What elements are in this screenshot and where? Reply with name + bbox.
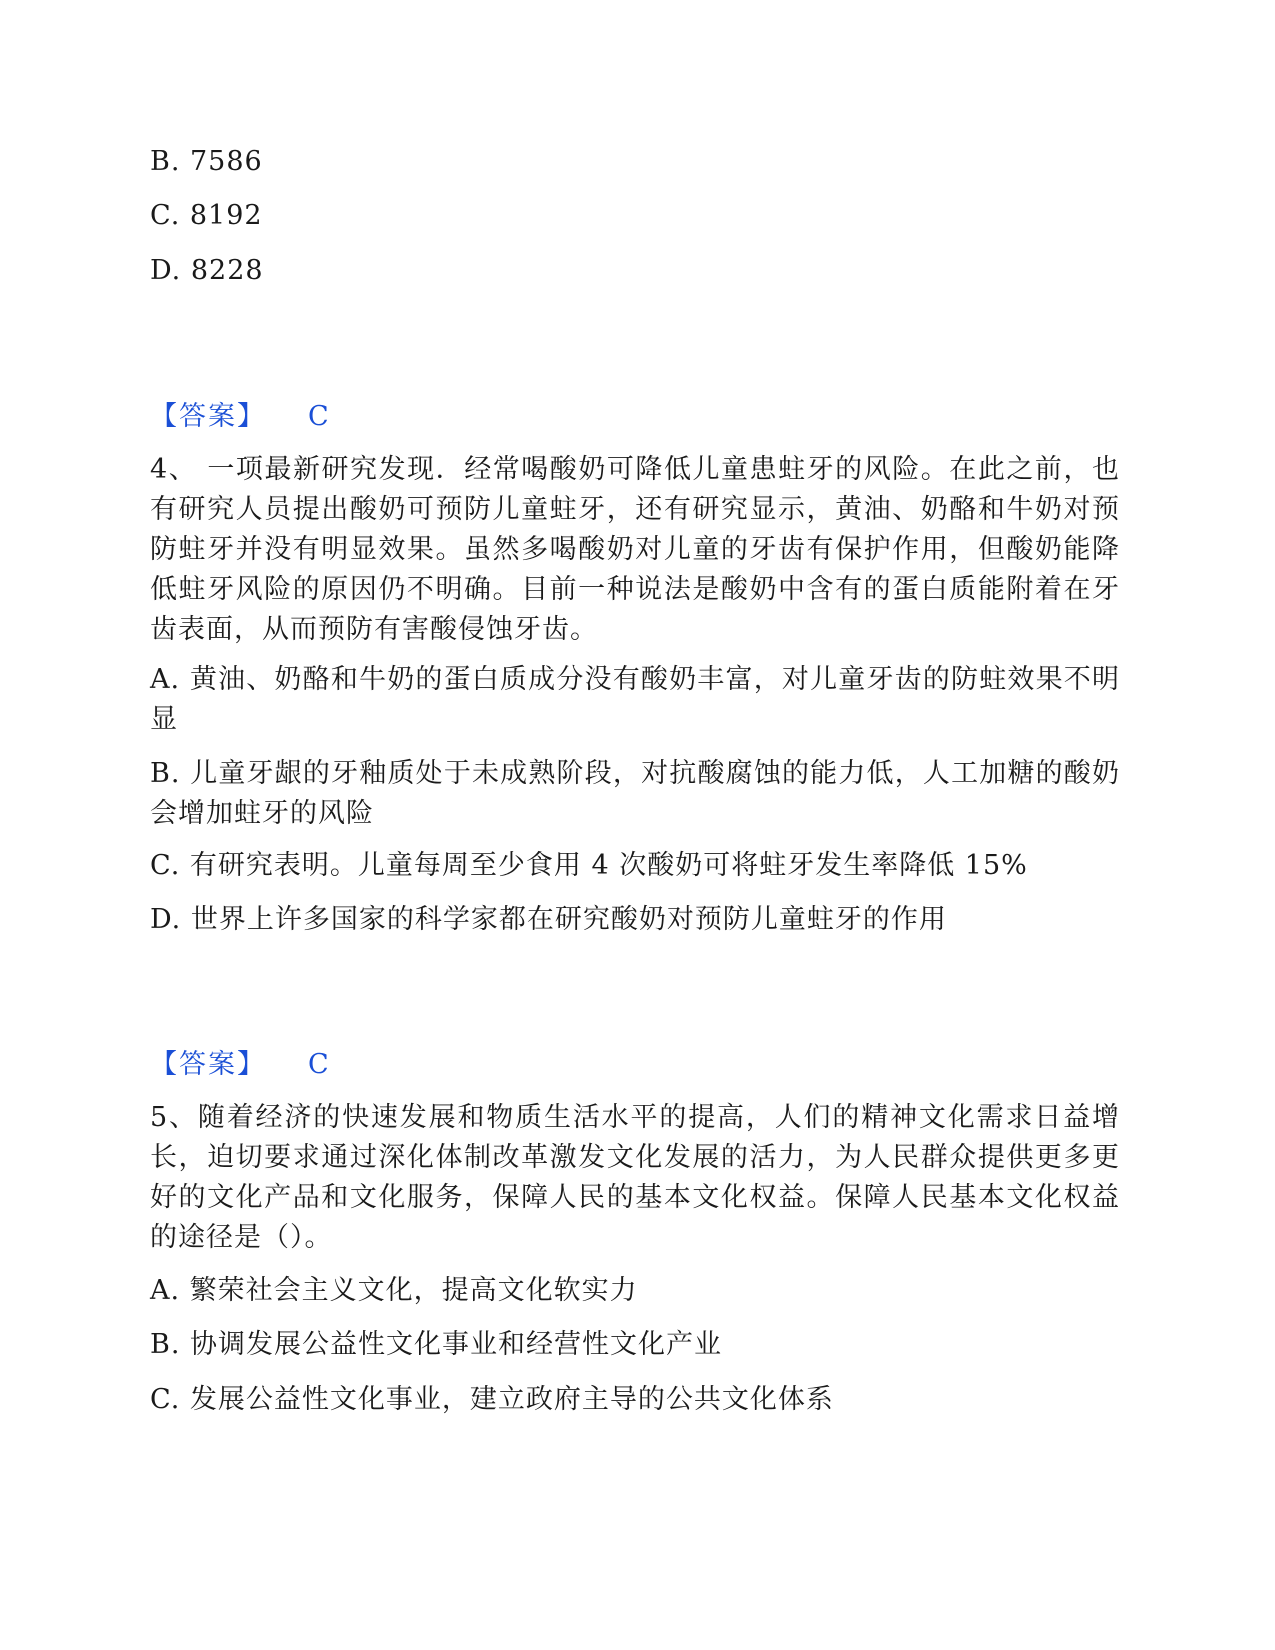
q5-option-a: A. 繁荣社会主义文化，提高文化软实力 (150, 1275, 638, 1306)
answer-value: C (308, 1049, 330, 1080)
q4-answer (150, 1045, 330, 1085)
answer-label: 【答案】 (150, 1049, 266, 1080)
q4-option-c: C. 有研究表明。儿童每周至少食用 4 次酸奶可将蛀牙发生率降低 15% (150, 850, 1028, 881)
q3-option-d: D. 8228 (150, 255, 264, 286)
q5-option-b: B. 协调发展公益性文化事业和经营性文化产业 (150, 1329, 723, 1360)
q3-option-c: C. 8192 (150, 200, 263, 231)
answer-value: C (308, 401, 330, 432)
q5-option-c: C. 发展公益性文化事业，建立政府主导的公共文化体系 (150, 1384, 834, 1415)
q4-option-a: A. 黄油、奶酪和牛奶的蛋白质成分没有酸奶丰富，对儿童牙齿的防蛀效果不明显 (150, 664, 1120, 735)
answer-label: 【答案】 (150, 401, 266, 432)
q4-option-d: D. 世界上许多国家的科学家都在研究酸奶对预防儿童蛀牙的作用 (150, 904, 947, 935)
q4-stem: 4、 一项最新研究发现．经常喝酸奶可降低儿童患蛀牙的风险。在此之前，也有研究人员提出酸奶可预防儿童蛀牙，还有研究显示，黄油、奶酪和牛奶对预防蛀牙并没有明显效果。虽然多喝酸奶对儿童的牙齿有保护作用，但酸奶能降低蛀牙风险的原因仍不明确。目前一种说法是酸奶中含有的蛋白质能附着在牙齿表面，从而预防有害酸侵蚀牙齿。 (150, 454, 1120, 645)
q3-option-b: B. 7586 (150, 146, 263, 177)
q3-answer (150, 397, 330, 437)
q5-stem: 5、随着经济的快速发展和物质生活水平的提高，人们的精神文化需求日益增长，迫切要求通过深化体制改革激发文化发展的活力，为人民群众提供更多更好的文化产品和文化服务，保障人民的基本文化权益。保障人民基本文化权益的途径是（）。 (150, 1102, 1120, 1253)
q4-option-b: B. 儿童牙龈的牙釉质处于未成熟阶段，对抗酸腐蚀的能力低，人工加糖的酸奶会增加蛀牙的风险 (150, 758, 1120, 829)
